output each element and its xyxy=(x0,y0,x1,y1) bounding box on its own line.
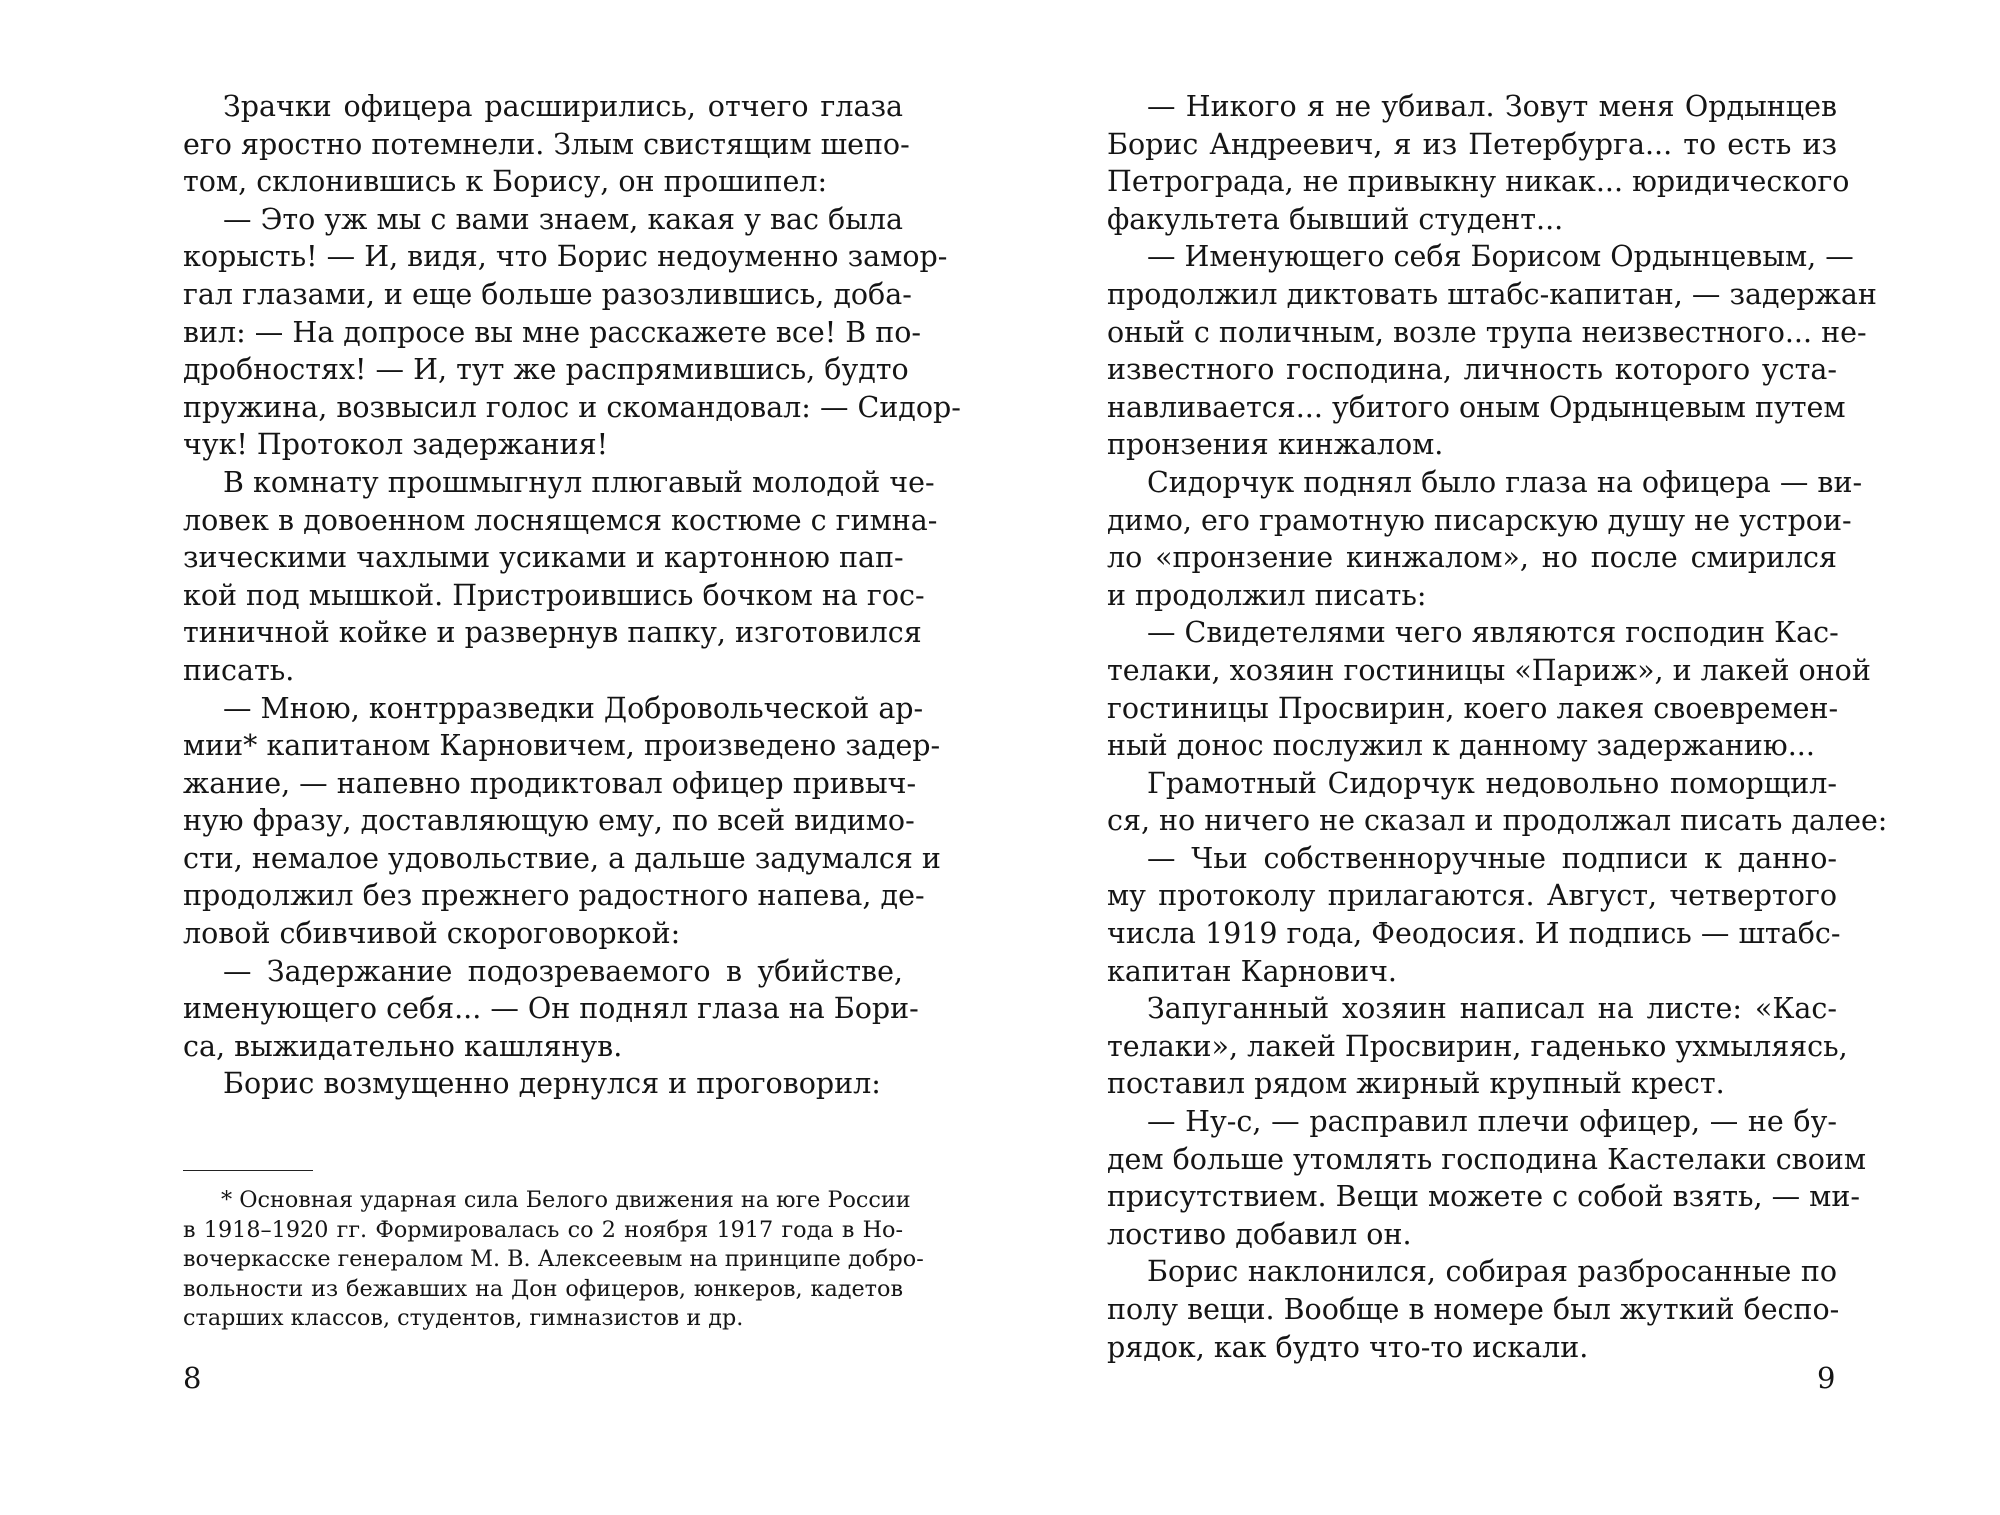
text-line: поставил рядом жирный крупный крест. xyxy=(1107,1067,1725,1101)
text-line: телаки», лакей Просвирин, гаденько ухмыляясь, xyxy=(1107,1029,1848,1063)
text-line: — Ну-с, — расправил плечи офицер, — не бу- xyxy=(1147,1105,1837,1139)
text-line: Борис Андреевич, я из Петербурга... то есть из xyxy=(1107,127,1837,161)
page-number: 8 xyxy=(183,1361,202,1395)
text-line: зическими чахлыми усиками и картонною пап- xyxy=(183,541,904,575)
text-line: корысть! — И, видя, что Борис недоуменно замор- xyxy=(183,240,948,274)
text-line: ловой сбивчивой скороговоркой: xyxy=(183,917,681,951)
text-line: числа 1919 года, Феодосия. И подпись — штабс- xyxy=(1107,917,1841,951)
text-line: мии* капитаном Карновичем, произведено задер- xyxy=(183,729,941,763)
text-line: ный донос послужил к данному задержанию... xyxy=(1107,729,1815,763)
text-line: Зрачки офицера расширились, отчего глаза xyxy=(223,90,903,123)
text-line: — Именующего себя Борисом Ордынцевым, — xyxy=(1147,240,1854,274)
text-line: му протоколу прилагаются. Август, четвертого xyxy=(1107,879,1837,913)
text-line: Грамотный Сидорчук недовольно поморщил- xyxy=(1147,766,1837,800)
footnote-line: вочеркасске генералом М. В. Алексеевым на принципе добро- xyxy=(183,1246,924,1272)
page-number: 9 xyxy=(1817,1361,1836,1395)
text-line: жание, — напевно продиктовал офицер привыч- xyxy=(183,766,917,800)
text-line: том, склонившись к Борису, он прошипел: xyxy=(183,165,828,199)
text-line: дробностях! — И, тут же распрямившись, будто xyxy=(183,353,909,387)
text-line: ся, но ничего не сказал и продолжал писать далее: xyxy=(1107,804,1888,838)
right-page xyxy=(1000,0,2000,1515)
text-line: са, выжидательно кашлянув. xyxy=(183,1029,623,1063)
text-line: — Это уж мы с вами знаем, какая у вас была xyxy=(223,202,903,236)
footnote xyxy=(183,1186,924,1334)
text-line: известного господина, личность которого уста- xyxy=(1107,353,1837,387)
text-line: факультета бывший студент... xyxy=(1107,202,1564,236)
text-line: ную фразу, доставляющую ему, по всей видимо- xyxy=(183,804,915,838)
text-line: телаки, хозяин гостиницы «Париж», и лакей оной xyxy=(1107,653,1871,687)
text-line: рядок, как будто что-то искали. xyxy=(1107,1330,1589,1364)
footnote-divider xyxy=(183,1170,313,1171)
right-page-text xyxy=(1107,88,1888,1366)
text-line: Сидорчук поднял было глаза на офицера — ви- xyxy=(1147,465,1863,499)
text-line: — Мною, контрразведки Добровольческой ар- xyxy=(223,691,924,725)
text-line: оный с поличным, возле трупа неизвестного... не- xyxy=(1107,315,1867,349)
text-line: чук! Протокол задержания! xyxy=(183,428,609,462)
text-line: навливается... убитого оным Ордынцевым путем xyxy=(1107,390,1846,424)
text-line: и продолжил писать: xyxy=(1107,578,1427,612)
text-line: его яростно потемнели. Злым свистящим шепо- xyxy=(183,127,910,161)
text-line: пружина, возвысил голос и скомандовал: — Сидор- xyxy=(183,390,961,424)
text-line: присутствием. Вещи можете с собой взять, — ми- xyxy=(1107,1180,1860,1214)
text-line: писать. xyxy=(183,653,295,687)
footnote-line: вольности из бежавших на Дон офицеров, юнкеров, кадетов xyxy=(183,1275,903,1302)
text-line: — Задержание подозреваемого в убийстве, xyxy=(223,954,903,988)
text-line: лостиво добавил он. xyxy=(1107,1217,1412,1251)
text-line: дем больше утомлять господина Кастелаки своим xyxy=(1107,1142,1867,1176)
text-line: Борис возмущенно дернулся и проговорил: xyxy=(223,1067,881,1101)
text-line: тиничной койке и развернув папку, изготовился xyxy=(183,616,922,650)
text-line: гал глазами, и еще больше разозлившись, доба- xyxy=(183,277,912,311)
text-line: гостиницы Просвирин, коего лакея своевремен- xyxy=(1107,691,1839,725)
text-line: — Чьи собственноручные подписи к данно- xyxy=(1147,841,1837,875)
text-line: Запуганный хозяин написал на листе: «Кас- xyxy=(1147,992,1837,1026)
text-line: продолжил диктовать штабс-капитан, — задержан xyxy=(1107,277,1877,311)
text-line: димо, его грамотную писарскую душу не устрои- xyxy=(1107,503,1852,537)
text-line: капитан Карнович. xyxy=(1107,954,1397,988)
text-line: продолжил без прежнего радостного напева, де- xyxy=(183,879,925,913)
footnote-line: старших классов, студентов, гимназистов и др. xyxy=(183,1305,744,1331)
text-line: Петрограда, не привыкну никак... юридического xyxy=(1107,165,1850,199)
left-page-text xyxy=(183,88,961,1103)
text-line: ловек в довоенном лоснящемся костюме с гимна- xyxy=(183,503,938,537)
text-line: кой под мышкой. Пристроившись бочком на гос- xyxy=(183,578,925,612)
text-line: Борис наклонился, собирая разбросанные по xyxy=(1147,1255,1837,1289)
text-line: сти, немалое удовольствие, а дальше задумался и xyxy=(183,841,941,875)
text-line: именующего себя... — Он поднял глаза на Бори- xyxy=(183,992,919,1026)
text-line: В комнату прошмыгнул плюгавый молодой че- xyxy=(223,465,935,499)
text-line: пронзения кинжалом. xyxy=(1107,428,1444,462)
text-line: полу вещи. Вообще в номере был жуткий беспо- xyxy=(1107,1293,1840,1326)
footnote-line: * Основная ударная сила Белого движения на юге России xyxy=(221,1187,911,1213)
text-line: вил: — На допросе вы мне расскажете все! В по- xyxy=(183,315,922,349)
text-line: — Никого я не убивал. Зовут меня Ордынцев xyxy=(1147,90,1837,123)
text-line: ло «пронзение кинжалом», но после смирился xyxy=(1107,541,1837,575)
text-line: — Свидетелями чего являются господин Кас- xyxy=(1147,616,1839,650)
footnote-line: в 1918–1920 гг. Формировалась со 2 ноября 1917 года в Но- xyxy=(183,1216,903,1243)
